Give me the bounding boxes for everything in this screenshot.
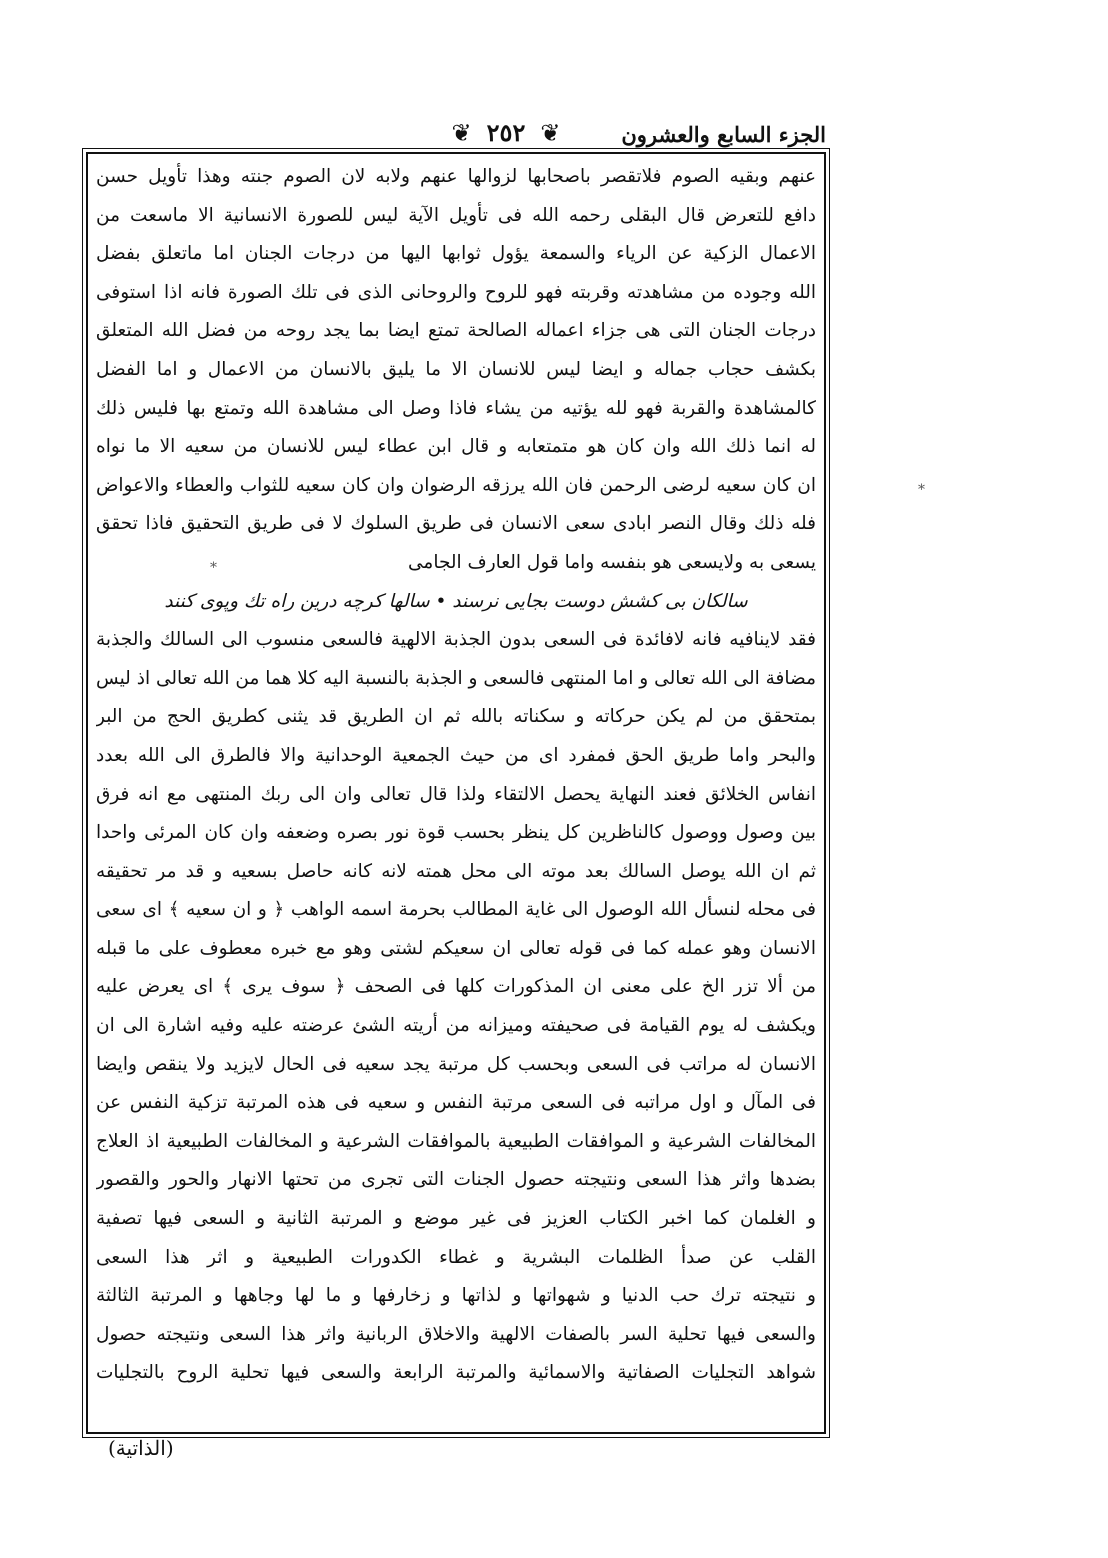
text-line: و نتيجته ترك حب الدنيا و شهواتها و لذاتها و زخارفها و ما لها وجاهها و المرتبة الثالثة [96, 1285, 816, 1307]
text-line: بمتحقق من لم يكن حركاته و سكناته بالله ثم ان الطريق قد يثنى كطريق الحج من البر [96, 706, 816, 728]
text-line: فقد لاينافيه فانه لافائدة فى السعى بدون الجذبة الالهية فالسعى منسوب الى السالك والجذبة [96, 629, 816, 651]
page-number-group [406, 118, 606, 152]
body-text [96, 158, 816, 1393]
running-title: الجزء السابع والعشرون [621, 122, 826, 147]
text-line: عنهم وبقيه الصوم فلاتقصر باصحابها لزوالها عنهم ولابه لان الصوم جنته وهذا تأويل حسن [96, 166, 816, 187]
page-header [86, 116, 826, 156]
text-line: القلب عن صدأ الظلمات البشرية و غطاء الكدورات الطبيعية و اثر هذا السعى [96, 1246, 816, 1268]
text-line: ويكشف له يوم القيامة فى صحيفته وميزانه من أريته الشئ عرضته عليه وفيه اشارة الى ان [96, 1015, 816, 1037]
text-line: مضافة الى الله تعالى و اما المنتهى فالسعى و الجذبة بالنسبة اليه كلا هما من الله تعالى اذ ليس [96, 667, 816, 689]
catchword: (الذاتية) [108, 1436, 174, 1460]
text-line: له انما ذلك الله وان كان هو متمتعابه و قال ابن عطاء ليس للانسان من سعيه الا ما نواه [96, 436, 816, 458]
text-line: و الغلمان كما اخبر الكتاب العزيز فى غير موضع و المرتبة الثانية و السعى فيها تصفية [96, 1208, 816, 1230]
text-line: ان كان سعيه لرضى الرحمن فان الله يرزقه الرضوان وان كان سعيه للثواب والعطاء والاعواض [96, 474, 816, 496]
text-line: دافع للتعرض قال البقلى رحمه الله فى تأويل الآية ليس للصورة الانسانية الا ماسعت من [96, 204, 816, 226]
text-line: شواهد التجليات الصفاتية والاسمائية والمرتبة الرابعة والسعى فيها تحلية الروح بالتجليات [96, 1362, 816, 1384]
text-line: الله وجوده من مشاهدته وقربته فهو للروح والروحانى الذى فى تلك الصورة فانه اذا استوفى [96, 281, 816, 303]
stray-mark-icon: * [210, 560, 217, 576]
text-line: يسعى به ولايسعى هو بنفسه واما قول العارف الجامى [407, 551, 816, 573]
text-line: من ألا تزر الخ على معنى ان المذكورات كلها فى الصحف ﴿ سوف يرى ﴾ اى يعرض عليه [96, 976, 816, 998]
stray-mark-icon: * [918, 482, 925, 498]
text-line: المخالفات الشرعية و الموافقات الطبيعية بالموافقات الشرعية و المخالفات الطبيعية اذ العلاج [96, 1130, 816, 1152]
text-line: فله ذلك وقال النصر ابادى سعى الانسان فى طريق السلوك لا فى طريق التحقيق فاذا تحقق [96, 513, 816, 535]
text-line: درجات الجنان التى هى جزاء اعماله الصالحة تمتع ايضا بما يجد روحه من فضل الله المتعلق [96, 320, 816, 342]
text-line: والبحر واما طريق الحق فمفرد اى من حيث الجمعية الوحدانية والا فالطرق الى الله بعدد [96, 744, 816, 766]
text-line: بين وصول ووصول كالناظرين كل ينظر بحسب قوة نور بصره وضعفه وان كان المرئى واحدا [96, 822, 816, 844]
text-line: والسعى فيها تحلية السر بالصفات الالهية والاخلاق الربانية واثر هذا السعى ونتيجته حصول [96, 1323, 816, 1345]
text-line: فى محله لنسأل الله الوصول الى غاية المطالب بحرمة اسمه الواهب ﴿ و ان سعيه ﴾ اى سعى [96, 899, 816, 921]
verse-line: سالكان بى كشش دوست بجايى نرسند • سالها كرچه درين راه تك وپوى كنند [164, 590, 748, 612]
text-line: انفاس الخلائق فعند النهاية يحصل الالتقاء ولذا قال تعالى وان الى ربك المنتهى مع انه فرق [96, 783, 816, 805]
text-line: الانسان وهو عمله كما فى قوله تعالى ان سعيكم لشتى وهو مع خبره معطوف على ما قبله [96, 937, 816, 959]
text-line: بكشف حجاب جماله و ايضا ليس للانسان الا ما يليق بالانسان من الاعمال و اما الفضل [96, 358, 816, 380]
text-line: كالمشاهدة والقربة فهو لله يؤتيه من يشاء فاذا وصل الى مشاهدة الله وتمتع بها فليس ذلك [96, 397, 816, 419]
text-line: الاعمال الزكية عن الرياء والسمعة يؤول ثوابها اليها من درجات الجنان اما ماتعلق بفضل [96, 243, 816, 265]
ornament-icon-right: ❦ [540, 118, 561, 147]
ornament-icon-left: ❦ [451, 118, 472, 147]
text-line: فى المآل و اول مراتبه فى السعى مرتبة النفس و سعيه فى هذه المرتبة تزكية النفس عن [96, 1092, 816, 1114]
text-line: الانسان له مراتب فى السعى وبحسب كل مرتبة يجد سعيه فى الحال لايزيد ولا ينقص وايضا [96, 1053, 816, 1075]
text-frame [86, 152, 826, 1434]
text-line: ثم ان الله يوصل السالك بعد موته الى محل همته لانه كانه حاصل بسعيه و قد مر تحقيقه [96, 860, 816, 882]
page-number: ٢٥٢ [486, 118, 526, 147]
text-line: بضدها واثر هذا السعى ونتيجته حصول الجنات التى تجرى من تحتها الانهار والحور والقصور [96, 1169, 816, 1191]
